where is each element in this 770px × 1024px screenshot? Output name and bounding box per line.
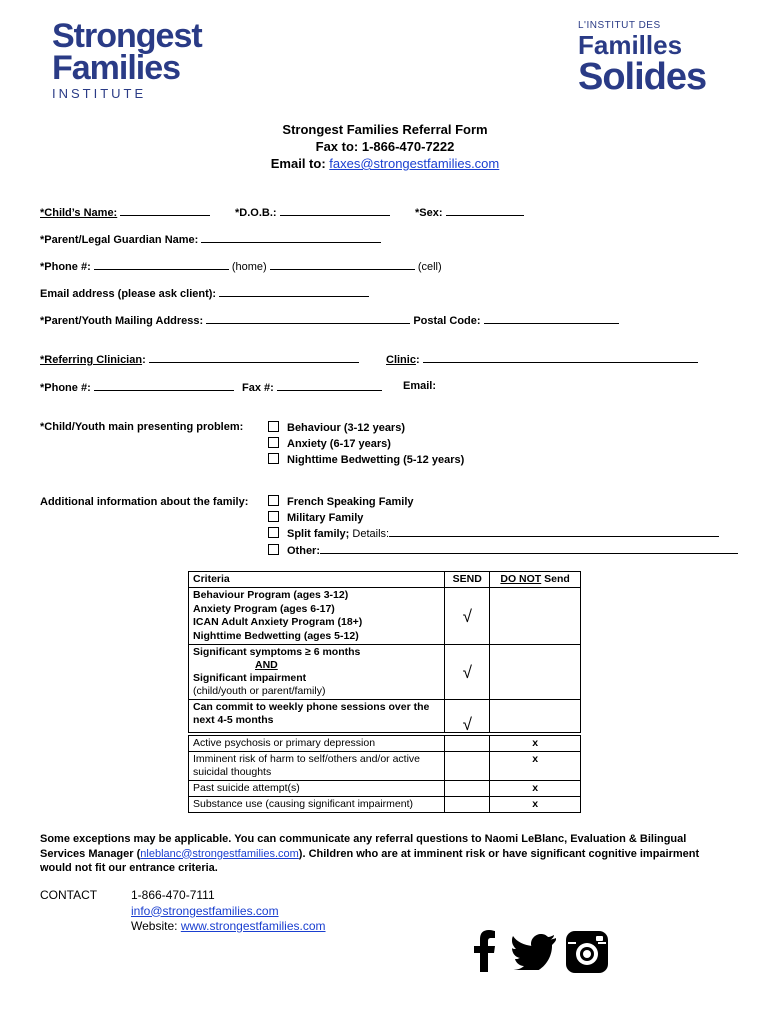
note-text-1: Some exceptions may be applicable. You can communicate any referral questions to Naomi LeBlanc, Evaluation & Bilingual Services Manager ( [40, 833, 687, 860]
logo-strongest-families [52, 17, 202, 101]
checkbox[interactable] [268, 544, 279, 555]
family-options [268, 495, 738, 559]
checkbox[interactable] [268, 421, 279, 432]
send-check: √ [445, 588, 490, 645]
exceptions-note [40, 832, 730, 876]
impairment-note: (child/youth or parent/family) [193, 685, 326, 697]
problem-label: *Child/Youth main presenting problem: [40, 421, 244, 433]
problem-option-bedwetting[interactable] [268, 452, 464, 468]
home-label: (home) [231, 261, 267, 273]
contact-email-link[interactable]: info@strongestfamilies.com [131, 903, 279, 918]
option-label: Other: [287, 544, 320, 557]
form-header [0, 121, 770, 172]
empty-cell [445, 781, 490, 797]
table-header-row [189, 572, 581, 588]
exclusion-row [189, 752, 581, 781]
fax-number: Fax to: 1-866-470-7222 [315, 139, 455, 154]
exclusion-text: Past suicide attempt(s) [189, 781, 445, 797]
symptoms-cell [189, 645, 445, 700]
child-name-field[interactable] [40, 205, 210, 219]
empty-cell [490, 700, 581, 735]
contact-block [131, 888, 326, 935]
send-check: √ [445, 645, 490, 700]
exclusion-mark: x [490, 734, 581, 752]
table-row [189, 645, 581, 700]
dob-label: *D.O.B.: [235, 207, 277, 219]
empty-cell [490, 645, 581, 700]
family-option-french[interactable] [268, 495, 738, 511]
website-line [131, 919, 326, 935]
empty-cell [445, 797, 490, 813]
program-item: ICAN Adult Anxiety Program (18+) [193, 616, 363, 628]
mailing-label: *Parent/Youth Mailing Address: [40, 315, 204, 327]
form-title: Strongest Families Referral Form [282, 122, 488, 137]
website-link[interactable]: www.strongestfamilies.com [180, 919, 326, 933]
problem-options [268, 420, 464, 468]
email-label: Email to: [270, 156, 330, 171]
note-text-2: ). Children who are at imminent risk or have significant cognitive impairment would not fit our entrance criteria. [40, 847, 700, 874]
exclusion-text: Imminent risk of harm to self/others and/or active suicidal thoughts [189, 752, 445, 781]
exclusion-row [189, 797, 581, 813]
email-line [0, 155, 770, 172]
sex-label: *Sex: [415, 207, 443, 219]
guardian-field[interactable] [40, 232, 381, 246]
checkbox[interactable] [268, 511, 279, 522]
exclusion-mark: x [490, 781, 581, 797]
table-row [189, 700, 581, 735]
impairment-text: Significant impairment [193, 672, 307, 684]
cell-label: (cell) [417, 261, 442, 273]
email2-field[interactable] [403, 380, 436, 392]
exclusion-row [189, 734, 581, 752]
phone2-label: *Phone #: [40, 382, 91, 394]
problem-option-behaviour[interactable] [268, 420, 464, 436]
program-item: Behaviour Program (ages 3-12) [193, 589, 349, 601]
family-option-other[interactable] [268, 543, 738, 560]
symptoms-text: Significant symptoms ≥ 6 months [193, 646, 361, 658]
logo-familles-solides [578, 20, 707, 98]
option-label: Military Family [287, 511, 364, 524]
criteria-table [188, 571, 581, 813]
fax-field[interactable] [242, 380, 382, 394]
option-label: Nighttime Bedwetting (5-12 years) [287, 454, 465, 466]
logo-line1: Strongest [52, 17, 202, 55]
clinic-label: Clinic [386, 354, 416, 366]
empty-cell [445, 734, 490, 752]
send-header: SEND [445, 572, 490, 588]
program-item: Nighttime Bedwetting (ages 5-12) [193, 629, 359, 642]
logo-r-line3: Solides [578, 56, 707, 98]
logo-r-line1: L'INSTITUT DES [578, 20, 661, 31]
family-option-split[interactable] [268, 526, 738, 543]
option-label: French Speaking Family [287, 496, 414, 508]
logo-line2: Families [52, 49, 181, 87]
sex-field[interactable] [415, 205, 524, 219]
contact-phone: 1-866-470-7111 [131, 888, 215, 902]
website-label: Website: [131, 919, 181, 933]
postal-label: Postal Code: [413, 315, 481, 327]
checkbox[interactable] [268, 495, 279, 506]
mailing-field[interactable] [40, 313, 619, 327]
program-item: Anxiety Program (ages 6-17) [193, 602, 335, 615]
phone-field[interactable] [40, 259, 442, 273]
criteria-header: Criteria [189, 572, 445, 588]
option-label: Anxiety (6-17 years) [287, 438, 391, 450]
programs-cell [189, 588, 445, 645]
checkbox[interactable] [268, 453, 279, 464]
exclusion-mark: x [490, 797, 581, 813]
exclusion-text: Active psychosis or primary depression [189, 734, 445, 752]
empty-cell [445, 752, 490, 781]
dob-field[interactable] [235, 205, 390, 219]
checkbox[interactable] [268, 527, 279, 538]
do-not-label: DO NOT [500, 573, 542, 585]
fax-label: Fax #: [242, 382, 274, 394]
and-text: AND [255, 659, 278, 671]
checkbox[interactable] [268, 437, 279, 448]
email2-label: Email: [403, 380, 437, 392]
twitter-icon[interactable] [509, 934, 557, 973]
details-label: Details: [352, 528, 390, 540]
instagram-icon[interactable] [565, 930, 609, 977]
family-label: Additional information about the family: [40, 496, 249, 508]
do-not-send-header [490, 572, 581, 588]
email-client-label: Email address (please ask client): [40, 288, 217, 300]
empty-cell [490, 588, 581, 645]
phone2-field[interactable] [40, 380, 234, 394]
contact-label: CONTACT [40, 888, 98, 902]
problem-option-anxiety[interactable] [268, 436, 464, 452]
clinic-field[interactable]: Clinic: [386, 352, 698, 366]
send-check: √ [445, 700, 490, 735]
guardian-label: *Parent/Legal Guardian Name: [40, 234, 199, 246]
option-label: Split family; [287, 528, 350, 540]
logo-line3: INSTITUTE [52, 86, 147, 101]
facebook-icon[interactable] [474, 930, 496, 975]
option-label: Behaviour (3-12 years) [287, 422, 405, 434]
family-option-military[interactable] [268, 511, 738, 527]
phone-label: *Phone #: [40, 261, 91, 273]
logo-r-line2: Familles [578, 30, 683, 60]
manager-email-link[interactable]: nleblanc@strongestfamilies.com [140, 847, 299, 860]
email-link[interactable]: faxes@strongestfamilies.com [329, 156, 500, 171]
table-row [189, 588, 581, 645]
clinician-field[interactable]: *Referring Clinician: [40, 352, 359, 366]
clinician-label: *Referring Clinician [40, 354, 143, 366]
email-client-field[interactable] [40, 286, 369, 300]
commit-cell: Can commit to weekly phone sessions over the next 4-5 months [189, 700, 445, 735]
exclusion-mark: x [490, 752, 581, 781]
exclusion-row [189, 781, 581, 797]
exclusion-text: Substance use (causing significant impairment) [189, 797, 445, 813]
child-name-label: *Child’s Name: [40, 207, 118, 219]
send-suffix: Send [541, 573, 570, 585]
